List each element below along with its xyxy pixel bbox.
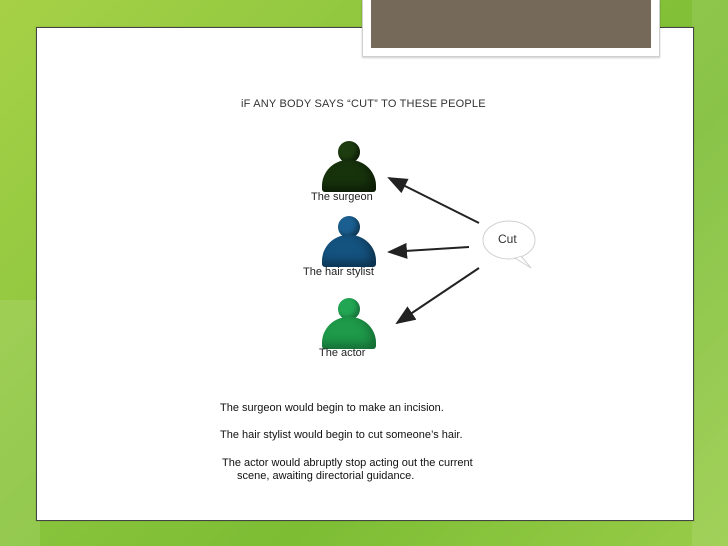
arrow-to-hair-stylist xyxy=(389,247,469,252)
surgeon-label: The surgeon xyxy=(311,191,373,203)
actor-explanation-line2: scene, awaiting directorial guidance. xyxy=(237,470,415,482)
arrow-to-surgeon xyxy=(389,178,479,223)
slide-content-area xyxy=(36,27,694,521)
diagram-heading: iF ANY BODY SAYS “CUT” TO THESE PEOPLE xyxy=(241,98,486,110)
hair-stylist-label: The hair stylist xyxy=(303,266,374,278)
connector-arrows xyxy=(37,28,693,520)
bubble-text: Cut xyxy=(498,232,517,246)
actor-explanation-line1: The actor would abruptly stop acting out the current xyxy=(222,457,473,469)
background-stripe xyxy=(692,0,728,546)
actor-label: The actor xyxy=(319,347,366,359)
surgeon-explanation: The surgeon would begin to make an incision. xyxy=(220,402,444,414)
arrow-to-actor xyxy=(397,268,479,323)
hair-stylist-explanation: The hair stylist would begin to cut someone’s hair. xyxy=(220,429,463,441)
title-placeholder xyxy=(362,0,660,57)
title-placeholder-fill xyxy=(371,0,651,48)
background-stripe xyxy=(0,300,40,546)
